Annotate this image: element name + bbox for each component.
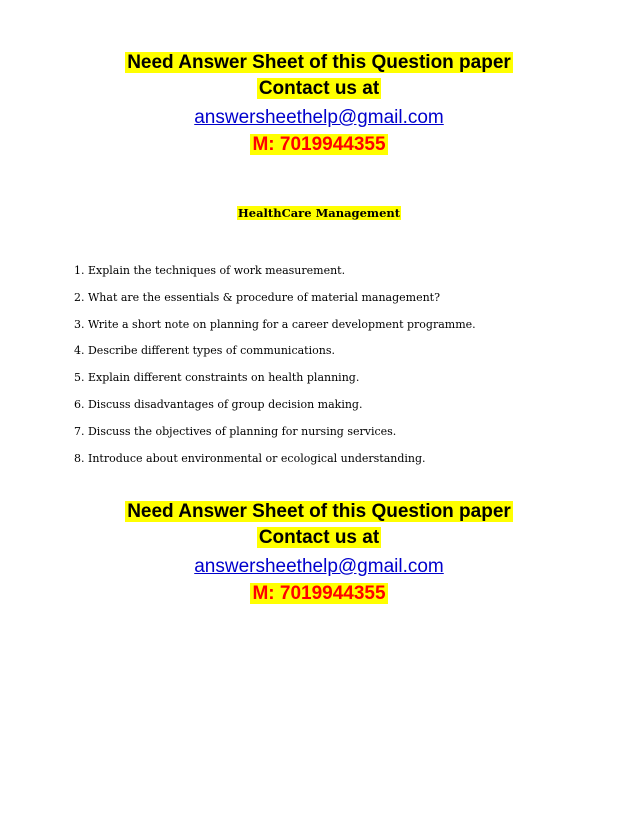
question-item: 1. Explain the techniques of work measurement.: [74, 264, 346, 277]
contact-block-top: [0, 52, 638, 161]
question-item: 4. Describe different types of communications.: [74, 344, 335, 358]
question-item: 3. Write a short note on planning for a career development programme.: [74, 317, 476, 331]
contact-email-link[interactable]: answersheethelp@gmail.com: [194, 107, 444, 128]
question-item: 8. Introduce about environmental or ecological understanding.: [74, 451, 426, 465]
contact-email-link[interactable]: answersheethelp@gmail.com: [194, 556, 444, 577]
question-list: [74, 258, 614, 472]
contact-phone: M: 7019944355: [252, 583, 386, 604]
contact-heading-line2: Contact us at: [258, 78, 380, 99]
contact-heading-line2: Contact us at: [258, 527, 380, 548]
contact-block-bottom: [0, 501, 638, 610]
question-item: 2. What are the essentials & procedure of material management?: [74, 290, 440, 304]
contact-heading-line1: Need Answer Sheet of this Question paper: [127, 501, 511, 522]
subject-title: HealthCare Management: [237, 206, 401, 220]
contact-heading-line1: Need Answer Sheet of this Question paper: [127, 52, 511, 73]
question-item: 7. Discuss the objectives of planning for nursing services.: [74, 424, 397, 438]
question-item: 5. Explain different constraints on health planning.: [74, 371, 360, 385]
question-item: 6. Discuss disadvantages of group decision making.: [74, 397, 363, 411]
contact-phone: M: 7019944355: [252, 134, 386, 155]
